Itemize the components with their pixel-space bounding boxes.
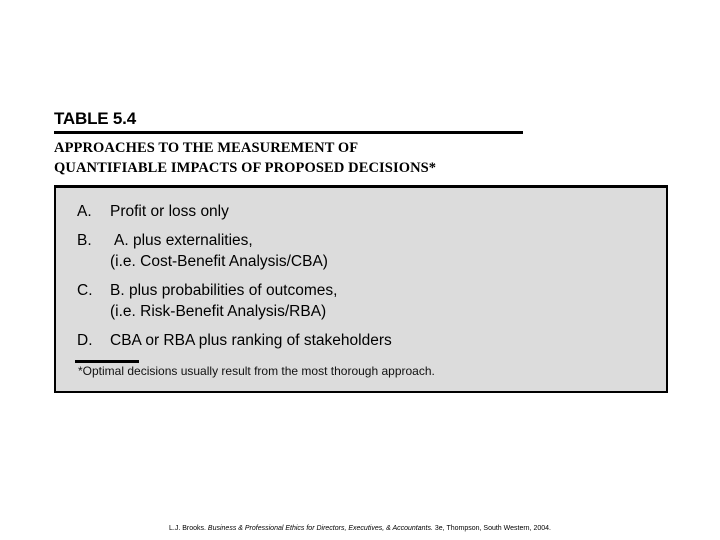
table-subtitle [54,138,436,178]
footnote-rule [75,360,139,363]
item-text: CBA or RBA plus ranking of stakeholders [110,332,392,349]
subtitle-line-2: QUANTIFIABLE IMPACTS OF PROPOSED DECISIONS* [54,160,437,176]
item-text-continued: (i.e. Risk-Benefit Analysis/RBA) [110,303,327,320]
list-item-b [77,230,328,272]
item-text: B. plus probabilities of outcomes, [110,282,338,299]
item-text-continued: (i.e. Cost-Benefit Analysis/CBA) [110,253,328,270]
table-title: TABLE 5.4 [54,109,136,128]
item-text: Profit or loss only [110,203,229,220]
citation-title: Business & Professional Ethics for Directors, Executives, & Accountants. [207,525,433,532]
citation-author: L.J. Brooks. [169,525,206,532]
citation [0,524,720,533]
list-item-c [77,280,337,322]
list-item-a [77,201,229,222]
item-label: A. [77,203,92,220]
item-label: D. [77,332,93,349]
item-label: B. [77,232,92,249]
footnote: *Optimal decisions usually result from the most thorough approach. [78,364,435,378]
item-label: C. [77,282,93,299]
citation-rest: 3e, Thompson, South Western, 2004. [434,525,551,532]
item-text: A. plus externalities, [114,232,253,249]
approaches-panel [54,185,668,393]
title-rule [54,131,523,134]
subtitle-line-1: APPROACHES TO THE MEASUREMENT OF [54,140,359,156]
list-item-d [77,330,392,351]
